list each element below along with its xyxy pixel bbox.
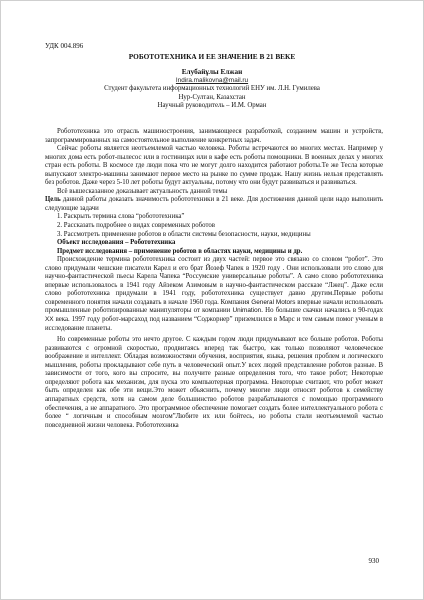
- author-block: [31, 68, 393, 111]
- paragraph-history: [45, 256, 383, 333]
- paragraph-conclusion: Всё вышесказанное доказывает актуальность данной темы: [57, 187, 228, 195]
- paragraph-relevance: Сейчас роботы является неотъемлемой частью человека. Роботы встречаются во многих местах. Например у многих дома есть робот-пылесос или в гостиницах или в кафе есть роботы помощники. В военных делах у многих стран есть роботы. В космосе где люди пока что не могут долго находится работают роботы.Те же Тесла которые выпускают электро-машины занимают первое место на рынке по сумме продаж. Нашу жизнь нельзя представлять без роботов. Даже через 5-10 лет роботы будут актуальны, потому что они будут развиваться и развиваться.: [45, 145, 383, 187]
- supervisor: Научный руководитель – И.М. Орман: [157, 102, 267, 110]
- history-text-d: века. 1997 году робот-марсаход под названием “Соджорнер” приземлился в Марс и тем самым помог ученым в исследование планеты.: [45, 316, 383, 332]
- history-text-a: Происхождение термина робототехника состоит из двух частей: первое это связано со словом “робот”. Это слово придумали чешские писатели Карел и его брат Йозеф Чапек в 1920 году . Они использовали это слово для научно-фантастической пьесы Карела Чапека “Россумские универсальные роботы”. А само слово робототехника впервые использовалось в 1941 году Айзеком Азимовым в научно-фантастическом рассказе “Лжец”. Даже если слово робототехника придумали в 1941 году, робототехника существует давно другим.Первые роботы современного понятия начали создавать в начале 1960 года. Компания: [45, 256, 383, 306]
- article-title: РОБОТОТЕХНИКА И ЕЕ ЗНАЧЕНИЕ В 21 ВЕКЕ: [128, 52, 296, 61]
- history-text-c: . Но большие скачки начались в 90-годах: [261, 307, 384, 315]
- page-number: 930: [368, 557, 379, 565]
- paragraph-goal: [45, 196, 383, 213]
- paragraph-modern-robots: Но современные роботы это нечто другое. С каждым годом люди придумывают все больше роботов. Роботы развиваются с огромной скоростью, продвигаясь вперед так быстро, как только позволяют человеческое воображение и интеллект. Обладая возможностями обучения, восприятия, языка, решения проблем и логического мышления, роботы прокладывают себе путь в человеческий опыт.У всех людей представление роботов разные. В зависимости от того, кого вы спросите, вы получите разные определения того, что такое робот; Некоторые определяют робота как механизм, для пуска это компьютерная программа. Некоторые считают, что робот может быть определен как обе эти вещи.Это может объяснить, почему многие люди относят роботов к семейству аппаратных средств, хотя на самом деле большинство роботов разрабатываются с помощью программного обеспечения, а не аппаратного. Это программное обеспечение помогает создать более интеллектуального робота с более “ логичным и способным мозгом”Любите их или бойтесь, но роботы стали неотъемлемой частью повседневной жизни человека. Робототехника: [45, 336, 383, 429]
- century-numeral: XX: [45, 316, 54, 324]
- udk-code: УДК 004.896: [45, 42, 84, 50]
- article-body: [45, 128, 383, 430]
- research-subject: Предмет исследования – применение роботов в областях науки, медицины и др.: [57, 247, 303, 255]
- company-name-unimation: Unimation: [232, 307, 262, 315]
- task-item-3: 3. Рассмотреть применение роботов в области системы безопасности, науки, медицины: [57, 230, 311, 238]
- research-object: Объект исследования – Робототехника: [57, 239, 176, 247]
- author-city: Нур-Султан, Казахстан: [178, 93, 246, 101]
- history-text-b: впервые начали использовать промышленные роботизированные манипуляторы от компании: [45, 298, 384, 315]
- author-affiliation: Студент факультета информационных технологий ЕНУ им. Л.Н. Гумилева: [104, 85, 320, 93]
- task-item-2: 2. Рассказать подробнее о видах современных роботов: [57, 222, 215, 230]
- goal-text: данной работы доказать значимость робототехники в 21 веке. Для достижения данной цели надо выполнить следующие задачи: [45, 196, 383, 212]
- task-item-1: 1. Раскрыть термина слова “робототехника”: [57, 213, 185, 221]
- company-name-gm: General Motors: [251, 298, 296, 306]
- author-name: Елубайұлы Елжан: [181, 68, 243, 76]
- paragraph-intro: Робототехника это отрасль машиностроения, занимающееся разработкой, созданием машин и устройств, запрограммированных на самостоятельное выполнение конкретных задач.: [45, 128, 383, 144]
- author-email[interactable]: Indira.malikovna@mail.ru: [175, 76, 249, 84]
- goal-label: Цель: [45, 196, 61, 204]
